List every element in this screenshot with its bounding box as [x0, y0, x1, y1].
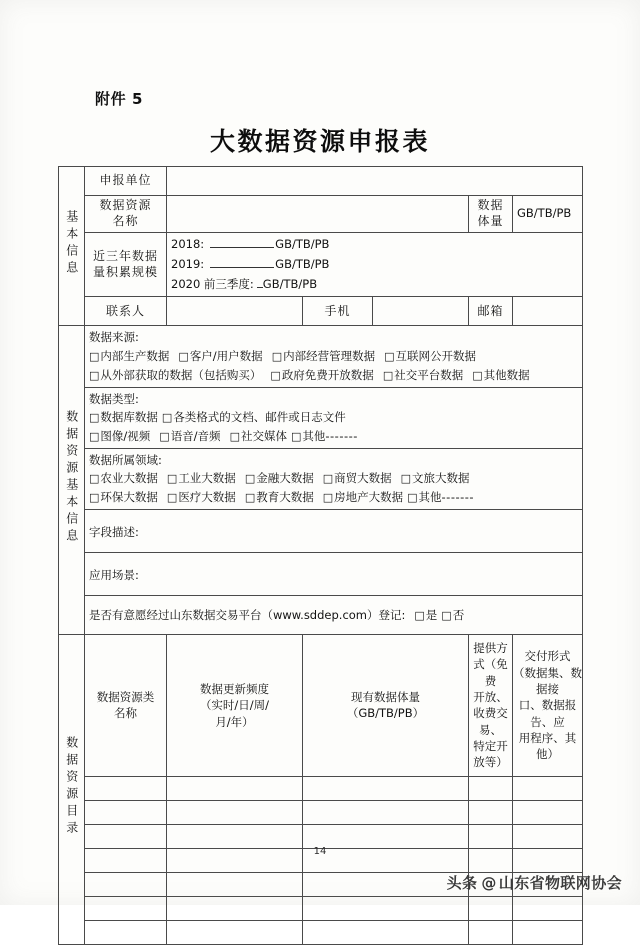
catalog-cell[interactable]: [303, 776, 469, 800]
registration-question-line: [89, 606, 578, 625]
label-education-bigdata: 教育大数据: [256, 490, 314, 505]
year-unit-2019: GB/TB/PB: [275, 256, 330, 271]
table-row: [59, 896, 583, 920]
catalog-cell[interactable]: [303, 824, 469, 848]
row-data-source: [59, 326, 583, 387]
field-phone[interactable]: [373, 297, 469, 326]
label-external-acquired: 从外部获取的数据（包括购买）: [100, 367, 262, 382]
catalog-col-3-line-0: 提供方式（免费: [473, 641, 508, 688]
label-finance-bigdata: 金融大数据: [256, 471, 314, 486]
year-label-2018: 2018:: [171, 237, 205, 251]
catalog-cell[interactable]: [469, 776, 513, 800]
label-data-volume: [469, 196, 513, 233]
label-commerce-bigdata: 商贸大数据: [334, 471, 392, 486]
declaration-form-table: [58, 166, 583, 945]
section-field-description[interactable]: [85, 510, 583, 553]
catalog-col-header-update-frequency: [167, 635, 303, 777]
row-data-domain: [59, 448, 583, 509]
label-internet-public: 互联网公开数据: [395, 348, 476, 363]
heading-data-source: 数据来源:: [89, 330, 139, 345]
catalog-cell[interactable]: [167, 824, 303, 848]
checkbox-environment-bigdata[interactable]: [89, 490, 158, 504]
heading-application-scenario: 应用场景:: [89, 567, 139, 582]
checkbox-commerce-bigdata[interactable]: [323, 471, 392, 485]
page-number: 14: [313, 846, 327, 857]
side-label-resource-info: 数据资源基本信息: [59, 326, 85, 635]
catalog-col-header-delivery-form: [513, 635, 583, 777]
catalog-cell[interactable]: [85, 896, 167, 920]
page-title: 大数据资源申报表: [209, 127, 430, 156]
catalog-col-1-line-2: 月/年）: [215, 714, 254, 729]
checkbox-medical-bigdata[interactable]: [167, 490, 236, 504]
year-unit-2020: GB/TB/PB: [262, 276, 318, 291]
label-email: 邮箱: [469, 297, 513, 326]
row-catalog-header: [59, 635, 583, 777]
row-registration-question: [59, 596, 583, 635]
label-culture-tourism-bigdata: 文旅大数据: [412, 471, 470, 486]
section-registration: [85, 596, 583, 635]
checkbox-culture-tourism-bigdata[interactable]: [401, 471, 470, 485]
watermark-at-symbol: @: [481, 874, 497, 892]
checkbox-other-type[interactable]: [291, 429, 325, 443]
catalog-cell[interactable]: [303, 800, 469, 824]
label-internal-production: 内部生产数据: [100, 348, 170, 363]
checkbox-internet-public[interactable]: [384, 349, 476, 363]
checkbox-education-bigdata[interactable]: [245, 490, 314, 504]
checkbox-customer-user[interactable]: [178, 349, 262, 363]
label-three-year-volume: [85, 233, 167, 297]
year-label-2020: 2020 前三季度:: [171, 276, 254, 291]
field-email[interactable]: [513, 297, 583, 326]
label-government-open: 政府免费开放数据: [281, 367, 374, 382]
catalog-col-4-line-3: 用程序、其他）: [518, 730, 577, 762]
catalog-col-header-resource-name: [85, 635, 167, 777]
label-social-platform: 社交平台数据: [394, 367, 464, 382]
catalog-col-3-line-2: 特定开放等）: [473, 739, 508, 770]
label-resource-name-line2: 名称: [112, 214, 139, 228]
watermark: [447, 872, 622, 893]
label-registration-yes: 是: [425, 607, 438, 622]
label-social-media: 社交媒体: [240, 428, 287, 443]
catalog-cell[interactable]: [167, 896, 303, 920]
label-registration-no: 否: [452, 607, 465, 622]
catalog-cell[interactable]: [303, 872, 469, 896]
checkbox-other-source[interactable]: [472, 368, 529, 382]
checkbox-database-data[interactable]: [89, 410, 158, 424]
row-data-type: [59, 387, 583, 448]
catalog-cell[interactable]: [167, 776, 303, 800]
label-resource-name-line1: 数据资源: [99, 198, 152, 213]
catalog-cell[interactable]: [513, 800, 583, 824]
year-entry-2020[interactable]: [171, 275, 578, 295]
label-industry-bigdata: 工业大数据: [178, 471, 236, 486]
heading-data-type: 数据类型:: [89, 391, 139, 406]
other-type-blank[interactable]: -------: [325, 428, 358, 443]
data-type-options-row2: [89, 427, 578, 446]
catalog-cell[interactable]: [85, 776, 167, 800]
label-resource-name: [85, 196, 167, 233]
catalog-cell[interactable]: [167, 800, 303, 824]
data-type-options-row1: [89, 408, 578, 427]
table-row: [59, 776, 583, 800]
checkbox-image-video[interactable]: [89, 429, 150, 443]
field-contact-person[interactable]: [167, 297, 303, 326]
side-label-basic-info: 基本信息: [59, 167, 85, 326]
section-application-scenario[interactable]: [85, 553, 583, 596]
catalog-cell[interactable]: [85, 920, 167, 944]
catalog-cell[interactable]: [469, 920, 513, 944]
label-data-volume-line1: 数据: [477, 198, 504, 213]
catalog-cell[interactable]: [513, 920, 583, 944]
registration-platform-url[interactable]: www.sddep.com: [273, 607, 367, 622]
checkbox-industry-bigdata[interactable]: [167, 471, 236, 485]
attachment-label: 附件 5: [95, 90, 144, 108]
checkbox-agriculture-bigdata[interactable]: [89, 471, 158, 485]
field-resource-name[interactable]: [167, 196, 469, 233]
checkbox-social-platform[interactable]: [383, 368, 463, 382]
label-documents-mail-logs: 各类格式的文档、邮件或日志文件: [173, 410, 346, 425]
catalog-cell[interactable]: [303, 920, 469, 944]
checkbox-registration-yes[interactable]: [414, 608, 437, 622]
field-three-year-volume[interactable]: [167, 233, 583, 297]
registration-question-prefix: 是否有意愿经过山东数据交易平台（: [89, 607, 273, 622]
label-customer-user: 客户/用户数据: [189, 348, 263, 363]
catalog-cell[interactable]: [85, 824, 167, 848]
checkbox-internal-management[interactable]: [272, 349, 375, 363]
catalog-col-4-line-2: 口、数据报告、应: [518, 698, 577, 729]
row-three-year-volume: [59, 233, 583, 297]
catalog-col-2-line-0: 现有数据体量: [351, 690, 420, 705]
catalog-cell[interactable]: [513, 776, 583, 800]
label-data-volume-line2: 体量: [477, 214, 504, 228]
checkbox-documents-mail-logs[interactable]: [162, 410, 346, 424]
year-blank-2019[interactable]: [210, 256, 274, 268]
label-applicant-unit: 申报单位: [85, 167, 167, 196]
catalog-cell[interactable]: [513, 824, 583, 848]
label-environment-bigdata: 环保大数据: [100, 490, 158, 505]
label-medical-bigdata: 医疗大数据: [178, 490, 236, 505]
checkbox-voice-audio[interactable]: [159, 429, 220, 443]
label-realestate-bigdata: 房地产大数据: [334, 490, 404, 505]
catalog-col-0-line-0: 数据资源类: [96, 690, 155, 705]
data-source-options-row2: [89, 366, 578, 385]
checkbox-other-domain[interactable]: [407, 490, 441, 504]
catalog-cell[interactable]: [85, 800, 167, 824]
catalog-cell[interactable]: [469, 896, 513, 920]
label-three-year-line1: 近三年数据: [92, 249, 158, 264]
label-contact-person: 联系人: [85, 297, 167, 326]
table-row: [59, 800, 583, 824]
other-domain-blank[interactable]: -------: [441, 490, 475, 505]
watermark-prefix: 头条: [446, 874, 478, 892]
heading-field-description: 字段描述:: [89, 524, 139, 539]
heading-data-domain: 数据所属领域:: [89, 452, 162, 467]
section-data-type: [85, 387, 583, 448]
row-resource-name: [59, 196, 583, 233]
side-label-resource-catalog: 数据资源目录: [59, 635, 85, 945]
catalog-col-4-line-1: （数据集、数据接: [513, 665, 582, 696]
catalog-col-2-line-1: （GB/TB/PB）: [346, 706, 425, 721]
label-agriculture-bigdata: 农业大数据: [100, 471, 158, 486]
checkbox-government-open[interactable]: [270, 368, 373, 382]
field-data-volume-unit[interactable]: GB/TB/PB: [513, 196, 583, 233]
section-data-domain: [85, 448, 583, 509]
label-database-data: 数据库数据: [100, 410, 158, 425]
year-label-2019: 2019:: [171, 256, 205, 271]
checkbox-registration-no[interactable]: [441, 608, 464, 622]
label-other-source: 其他数据: [483, 367, 530, 382]
label-image-video: 图像/视频: [100, 428, 151, 443]
year-unit-2018: GB/TB/PB: [275, 237, 330, 251]
catalog-cell[interactable]: [167, 920, 303, 944]
data-source-options-row1: [89, 347, 578, 366]
catalog-col-4-line-0: 交付形式: [524, 649, 571, 664]
table-row: [59, 824, 583, 848]
year-blank-2018[interactable]: [210, 236, 274, 248]
table-row: [59, 920, 583, 944]
checkbox-internal-production[interactable]: [89, 349, 169, 363]
row-application-scenario: [59, 553, 583, 596]
catalog-col-1-line-0: 数据更新频度: [200, 681, 269, 696]
label-other-type: 其他: [302, 428, 326, 443]
catalog-col-header-existing-volume: [303, 635, 469, 777]
catalog-cell[interactable]: [167, 872, 303, 896]
watermark-org: 山东省物联网协会: [498, 874, 622, 892]
field-applicant-unit[interactable]: [167, 167, 583, 196]
catalog-col-header-provision-method: [469, 635, 513, 777]
checkbox-finance-bigdata[interactable]: [245, 471, 314, 485]
row-contact: [59, 297, 583, 326]
catalog-cell[interactable]: [303, 896, 469, 920]
data-domain-options-row2: [89, 488, 578, 507]
row-field-description: [59, 510, 583, 553]
catalog-cell[interactable]: [513, 896, 583, 920]
data-domain-options-row1: [89, 469, 578, 488]
label-internal-management: 内部经营管理数据: [283, 348, 376, 363]
catalog-cell[interactable]: [469, 824, 513, 848]
catalog-col-0-line-1: 名称: [114, 706, 137, 721]
catalog-col-3-line-1: 开放、收费交易、: [473, 690, 508, 737]
label-three-year-line2: 量积累规模: [92, 264, 158, 279]
section-data-source: [85, 326, 583, 387]
catalog-cell[interactable]: [85, 872, 167, 896]
year-entry-2019[interactable]: [171, 255, 578, 275]
year-entry-2018[interactable]: [171, 235, 578, 255]
label-other-domain: 其他: [418, 490, 442, 505]
checkbox-external-acquired[interactable]: [89, 368, 261, 382]
checkbox-realestate-bigdata[interactable]: [323, 490, 403, 504]
label-voice-audio: 语音/音频: [170, 428, 221, 443]
registration-question-suffix: ）登记:: [367, 607, 406, 622]
checkbox-social-media[interactable]: [230, 429, 287, 443]
catalog-cell[interactable]: [469, 800, 513, 824]
row-applicant-unit: [59, 167, 583, 196]
label-phone: 手机: [303, 297, 373, 326]
catalog-col-1-line-1: （实时/日/周/: [199, 698, 270, 713]
